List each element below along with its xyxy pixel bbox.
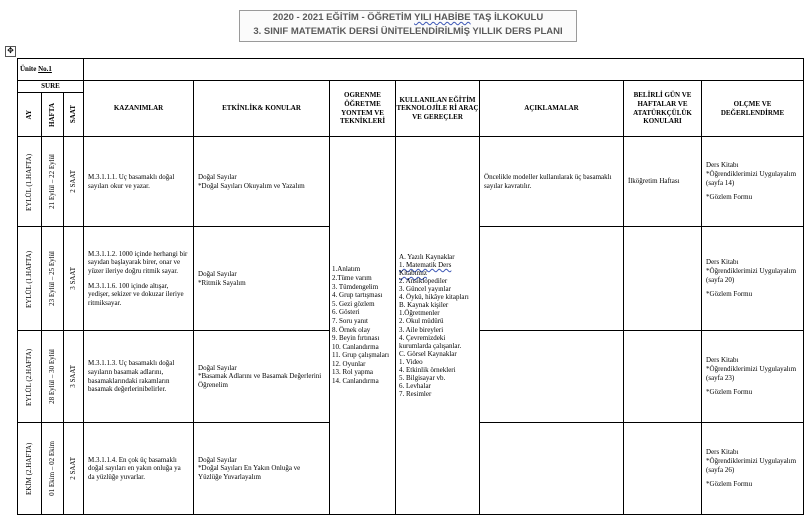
method-item: 11. Grup çalışmaları bbox=[332, 351, 390, 360]
method-item: 1.Anlatım bbox=[332, 265, 361, 274]
header-ogrenme: OGRENME ÖĞRETME YONTEM VE TEKNİKLERİ bbox=[330, 81, 396, 137]
aciklama-cell bbox=[480, 227, 624, 331]
unite-number: No.1 bbox=[38, 65, 52, 74]
header-belirli-gun: BELİRLİ GÜN VE HAFTALAR VE ATATÜRKÇÜLÜK KONULARI bbox=[624, 81, 702, 137]
etkinlik-cell: Doğal Sayılar *Basamak Adlarını ve Basamak Değerlerini Öğrenelim bbox=[194, 331, 330, 423]
hafta-cell: 28 Eylül – 30 Eylül bbox=[42, 331, 64, 423]
material-item: 4. Etkinlik örnekleri bbox=[399, 365, 456, 374]
school-name: YILI HABİBE bbox=[414, 12, 471, 23]
material-item: 1. Video bbox=[399, 357, 423, 366]
aciklama-cell bbox=[480, 423, 624, 515]
method-item: 3. Tümdengelim bbox=[332, 282, 379, 291]
ay-cell: EYLÜL (1.HAFTA) bbox=[18, 227, 42, 331]
hafta-cell: 01 Ekim – 02 Ekim bbox=[42, 423, 64, 515]
saat-cell: 3 SAAT bbox=[64, 331, 84, 423]
header-olcme: OLÇME VE DEĞERLENDİRME bbox=[702, 81, 804, 137]
saat-cell: 2 SAAT bbox=[64, 423, 84, 515]
olcme-cell: Ders Kitabı *Öğrendiklerimizi Uygulayalım (sayfa 23) *Gözlem Formu bbox=[702, 331, 804, 423]
material-item: 1. Matematik Ders Kitabımız bbox=[399, 260, 452, 277]
kazanim-cell: M.3.1.1.3. Uç basamaklı doğal sayıların basamak adlarını, basamaklarındaki rakamların basamak değerlerinibelirler. bbox=[84, 331, 194, 423]
header-etkinlik: ETKİNLİK& KONULAR bbox=[194, 81, 330, 137]
belirli-gun-cell: İlköğretim Haftası bbox=[624, 137, 702, 227]
material-item: 3. Aile bireyleri bbox=[399, 325, 444, 334]
olcme-cell: Ders Kitabı *Öğrendiklerimizi Uygulayalım (sayfa 26) *Gözlem Formu bbox=[702, 423, 804, 515]
table-move-handle-icon[interactable]: ✥ bbox=[5, 46, 16, 57]
material-item: A. Yazılı Kaynaklar bbox=[399, 252, 455, 261]
table-row bbox=[18, 137, 804, 227]
method-item: 7. Soru yanıt bbox=[332, 316, 368, 325]
header-araclar: KULLANILAN EĞİTİM TEKNOLOJİLE Rİ ARAÇ VE GEREÇLER bbox=[396, 81, 480, 137]
method-item: 12. Oyunlar bbox=[332, 359, 366, 368]
method-item: 8. Örnek olay bbox=[332, 325, 371, 334]
olcme-cell: Ders Kitabı *Öğrendiklerimizi Uygulayalım (sayfa 14) *Gözlem Formu bbox=[702, 137, 804, 227]
method-item: 13. Rol yapma bbox=[332, 368, 374, 377]
document-title-box bbox=[239, 10, 577, 42]
material-item: 7. Resimler bbox=[399, 390, 432, 399]
kazanim-cell: M.3.1.1.4. En çok üç basamaklı doğal sayıları en yakın onluğa ya da yüzlüğe yuvarlar. bbox=[84, 423, 194, 515]
material-item: 4. Çevremizdeki kurumlarda çalışanlar. bbox=[399, 333, 462, 350]
title-line-2: 3. SINIF MATEMATİK DERSİ ÜNİTELENDİRİLMİŞ YILLIK DERS PLANI bbox=[253, 26, 563, 37]
aciklama-cell bbox=[480, 331, 624, 423]
unite-cell: Ünite No.1 bbox=[18, 59, 84, 81]
ay-cell: EYLÜL (1.HAFTA) bbox=[18, 137, 42, 227]
yearly-plan-table bbox=[17, 58, 804, 515]
etkinlik-cell: Doğal Sayılar *Ritmik Sayalım bbox=[194, 227, 330, 331]
material-item: C. Görsel Kaynaklar bbox=[399, 349, 457, 358]
hafta-cell: 21 Eylül – 22 Eylül bbox=[42, 137, 64, 227]
title-line-1: 2020 - 2021 EĞİTİM - ÖĞRETİM YILI HABİBE TAŞ İLKOKULU bbox=[272, 12, 544, 23]
unite-blank bbox=[84, 59, 804, 81]
material-item: 5. Bilgisayar vb. bbox=[399, 374, 446, 383]
header-sure: SURE bbox=[18, 81, 84, 93]
header-hafta: HAFTA bbox=[42, 93, 64, 137]
material-item: 2. Okul müdürü bbox=[399, 317, 444, 326]
material-item: 6. Levhalar bbox=[399, 382, 431, 391]
aciklama-cell: Öncelikle modeller kullanılarak üç basamaklı sayılar kavratılır. bbox=[480, 137, 624, 227]
header-aciklamalar: AÇIKLAMALAR bbox=[480, 81, 624, 137]
method-item: 2.Tüme varım bbox=[332, 273, 372, 282]
kazanim-cell: M.3.1.1.1. Uç basamaklı doğal sayıları okur ve yazar. bbox=[84, 137, 194, 227]
method-item: 5. Gezi gözlem bbox=[332, 299, 375, 308]
method-item: 6. Gösteri bbox=[332, 308, 360, 317]
hafta-cell: 23 Eylül – 25 Eylül bbox=[42, 227, 64, 331]
saat-cell: 2 SAAT bbox=[64, 137, 84, 227]
ay-cell: EKİM (2.HAFTA) bbox=[18, 423, 42, 515]
header-saat: SAAT bbox=[64, 93, 84, 137]
material-item: 3. Güncel yayınlar bbox=[399, 285, 451, 294]
material-item: 2. Ansiklopediler bbox=[399, 276, 448, 285]
header-kazanimlar: KAZANIMLAR bbox=[84, 81, 194, 137]
methods-cell bbox=[330, 137, 396, 515]
etkinlik-cell: Doğal Sayılar *Doğal Sayıları Okuyalım ve Yazalım bbox=[194, 137, 330, 227]
etkinlik-cell: Doğal Sayılar *Doğal Sayıları En Yakın Onluğa ve Yüzlüğe Yuvarlayalım bbox=[194, 423, 330, 515]
kazanim-cell: M.3.1.1.2. 1000 içinde herhangi bir sayıdan başlayarak birer, onar ve yüzer ileriye doğru ritmik sayar. M.3.1.1.6. 100 içinde altışar, yedişer, sekizer ve dokuzar ileriye ritmiksayar. bbox=[84, 227, 194, 331]
materials-cell bbox=[396, 137, 480, 515]
method-item: 4. Grup tartışması bbox=[332, 291, 383, 300]
material-item: 1.Öğretmenler bbox=[399, 309, 440, 318]
olcme-cell: Ders Kitabı *Öğrendiklerimizi Uygulayalım (sayfa 20) *Gözlem Formu bbox=[702, 227, 804, 331]
material-item: B. Kaynak kişiler bbox=[399, 301, 449, 310]
material-item: 4. Öykü, hikâye kitapları bbox=[399, 293, 469, 302]
method-item: 10. Canlandırma bbox=[332, 342, 379, 351]
belirli-gun-cell bbox=[624, 227, 702, 331]
belirli-gun-cell bbox=[624, 423, 702, 515]
ay-cell: EYLÜL (2.HAFTA) bbox=[18, 331, 42, 423]
method-item: 14. Canlandırma bbox=[332, 377, 379, 386]
saat-cell: 3 SAAT bbox=[64, 227, 84, 331]
method-item: 9. Beyin fırtınası bbox=[332, 334, 380, 343]
belirli-gun-cell bbox=[624, 331, 702, 423]
header-ay: AY bbox=[18, 93, 42, 137]
